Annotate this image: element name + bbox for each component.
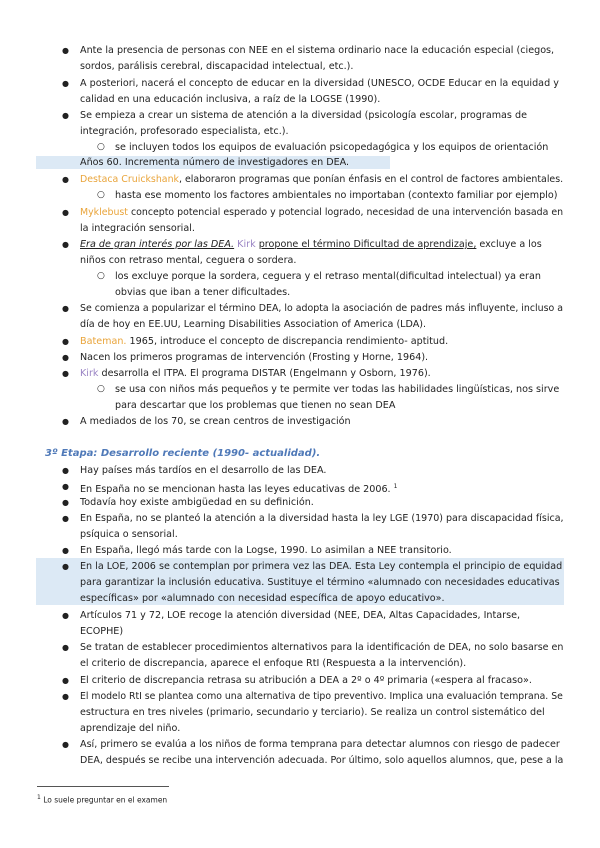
underlined-text: propone el término Dificultad de aprendizaje,	[258, 239, 477, 250]
list-item-text	[80, 238, 542, 251]
list-item-text	[80, 335, 448, 348]
footnote-divider	[37, 786, 169, 787]
list-item-text: ECOPHE)	[80, 626, 124, 637]
list-item-text: A mediados de los 70, se crean centros de investigación	[80, 416, 351, 427]
highlighted-text: para garantizar la inclusión educativa. Sustituye el término «alumnado con necesidades educativas	[80, 577, 560, 588]
list-item-text: la integración sensorial.	[80, 223, 195, 234]
author-name: Kirk	[80, 368, 99, 379]
bullet-dot: ●	[62, 353, 69, 362]
bullet-dot: ●	[62, 740, 69, 749]
bullet-dot: ●	[62, 514, 69, 523]
list-item-text: el criterio de discrepancia, aparece el enfoque RtI (Respuesta a la intervención).	[80, 658, 467, 669]
list-item-text: En España, no se planteó la atención a la diversidad hasta la ley LGE (1970) para discapacidad física,	[80, 513, 564, 524]
bullet-dot: ●	[62, 692, 69, 701]
bullet-dot: ●	[62, 111, 69, 120]
bullet-dot: ●	[62, 611, 69, 620]
bullet-dot: ●	[62, 175, 69, 184]
list-item-rest: , elaboraron programas que ponían énfasis en el control de factores ambientales.	[178, 174, 564, 185]
list-item-text: Así, primero se evalúa a los niños de forma temprana para detectar alumnos con riesgo de padecer	[80, 739, 560, 750]
bullet-dot: ●	[62, 304, 69, 313]
bullet-dot: ●	[62, 240, 69, 249]
highlighted-text: En la LOE, 2006 se contemplan por primera vez las DEA. Esta Ley contempla el principio de equidad	[80, 561, 563, 572]
sub-item-text: para descartar que los problemas que tienen no sean DEA	[115, 400, 396, 411]
bullet-dot: ●	[62, 79, 69, 88]
author-name: Myklebust	[80, 207, 128, 218]
list-item-text: En España, llegó más tarde con la Logse, 1990. Lo asimilan a NEE transitorio.	[80, 545, 452, 556]
list-item-rest: desarrolla el ITPA. El programa DISTAR (Engelmann y Osborn, 1976).	[98, 368, 431, 379]
bullet-dot: ●	[62, 498, 69, 507]
author-name: Bateman.	[80, 336, 127, 347]
list-item-text: A posteriori, nacerá el concepto de educar en la diversidad (UNESCO, OCDE Educar en la equidad y	[80, 78, 559, 89]
bullet-dot: ●	[62, 482, 69, 491]
list-item-rest: concepto potencial esperado y potencial logrado, necesidad de una intervención basada en	[127, 207, 564, 218]
sub-bullet-circle: ○	[97, 384, 105, 394]
italic-underlined-text: Era de gran interés por las DEA.	[80, 239, 235, 250]
bullet-dot: ●	[62, 417, 69, 426]
list-item-rest: En España no se mencionan hasta las leyes educativas de 2006.	[80, 484, 391, 496]
bullet-dot: ●	[62, 676, 69, 685]
footnote	[37, 793, 167, 806]
footnote-ref[interactable]: 1	[393, 483, 398, 490]
list-item-text: Nacen los primeros programas de intervención (Frosting y Horne, 1964).	[80, 352, 429, 363]
list-item-text	[80, 480, 398, 496]
highlighted-text: específicas» por «alumnado con necesidad específica de apoyo educativo».	[80, 593, 445, 604]
sub-bullet-circle: ○	[97, 142, 105, 152]
footnote-number: 1	[37, 794, 41, 801]
list-item-text: niños con retraso mental, ceguera o sordera.	[80, 255, 297, 266]
bullet-dot: ●	[62, 337, 69, 346]
section-heading: 3º Etapa: Desarrollo reciente (1990- actualidad).	[45, 448, 321, 459]
list-item-text	[80, 173, 563, 186]
list-item-text: psíquica o sensorial.	[80, 529, 178, 540]
sub-bullet-circle: ○	[97, 271, 105, 281]
highlighted-text: Años 60. Incrementa número de investigadores en DEA.	[36, 156, 390, 169]
footnote-text: Lo suele preguntar en el examen	[43, 795, 168, 805]
list-item-text: Hay países más tardíos en el desarrollo de las DEA.	[80, 465, 327, 476]
sub-item-text: se usa con niños más pequeños y te permite ver todas las habilidades lingüísticas, nos sirve	[115, 384, 560, 395]
list-item-rest: 1965, introduce el concepto de discrepancia rendimiento- aptitud.	[126, 336, 449, 347]
sub-item-text: los excluye porque la sordera, ceguera y el retraso mental(dificultad intelectual) ya eran	[115, 271, 541, 282]
list-item-text: El criterio de discrepancia retrasa su atribución a DEA a 2º o 4º primaria («espera al fracaso».	[80, 675, 532, 686]
bullet-dot: ●	[62, 546, 69, 555]
sub-bullet-circle: ○	[97, 190, 105, 200]
bullet-dot: ●	[62, 369, 69, 378]
author-name: Kirk	[237, 239, 256, 250]
list-item-text: sordos, parálisis cerebral, discapacidad intelectual, etc.).	[80, 61, 354, 72]
bullet-dot: ●	[62, 643, 69, 652]
bullet-dot: ●	[62, 46, 69, 55]
list-item-text: día de hoy en EE.UU, Learning Disabilities Association of America (LDA).	[80, 319, 427, 330]
list-item-text: estructura en tres niveles (primario, secundario y terciario). Se realiza un control sistemático del	[80, 707, 545, 718]
list-item-text: integración, profesorado especialista, etc.).	[80, 126, 289, 137]
sub-item-text: se incluyen todos los equipos de evaluación psicopedagógica y los equipos de orientación	[115, 142, 549, 153]
list-item-text: DEA, después se recibe una intervención adecuada. Por último, solo aquellos alumnos, que, pese a la	[80, 755, 564, 766]
author-name: Destaca Cruickshank	[80, 174, 179, 185]
list-item-text: Se empieza a crear un sistema de atención a la diversidad (psicología escolar, programas de	[80, 110, 527, 121]
list-item-text: aprendizaje del niño.	[80, 723, 181, 734]
list-item-text: El modelo RtI se plantea como una alternativa de tipo preventivo. Implica una evaluación temprana. Se	[80, 691, 563, 702]
list-item-text	[80, 367, 431, 380]
sub-item-text: hasta ese momento los factores ambientales no importaban (contexto familiar por ejemplo)	[115, 190, 558, 201]
bullet-dot: ●	[62, 466, 69, 475]
list-item-text: Se tratan de establecer procedimientos alternativos para la identificación de DEA, no solo basarse en	[80, 642, 564, 653]
list-item-text: Artículos 71 y 72, LOE recoge la atención diversidad (NEE, DEA, Altas Capacidades, Intarse,	[80, 610, 521, 621]
bullet-dot: ●	[62, 208, 69, 217]
list-item-rest: excluye a los	[476, 239, 542, 250]
list-item-text: calidad en una educación inclusiva, a raíz de la LOGSE (1990).	[80, 94, 381, 105]
list-item-text: Ante la presencia de personas con NEE en el sistema ordinario nace la educación especial (ciegos,	[80, 45, 555, 56]
list-item-text: Todavía hoy existe ambigüedad en su definición.	[80, 497, 314, 508]
sub-item-text: obvias que iban a tener dificultades.	[115, 287, 291, 298]
list-item-text: Se comienza a popularizar el término DEA, lo adopta la asociación de padres más influyente, incluso a	[80, 303, 564, 314]
list-item-text	[80, 206, 563, 219]
bullet-dot: ●	[62, 562, 69, 571]
